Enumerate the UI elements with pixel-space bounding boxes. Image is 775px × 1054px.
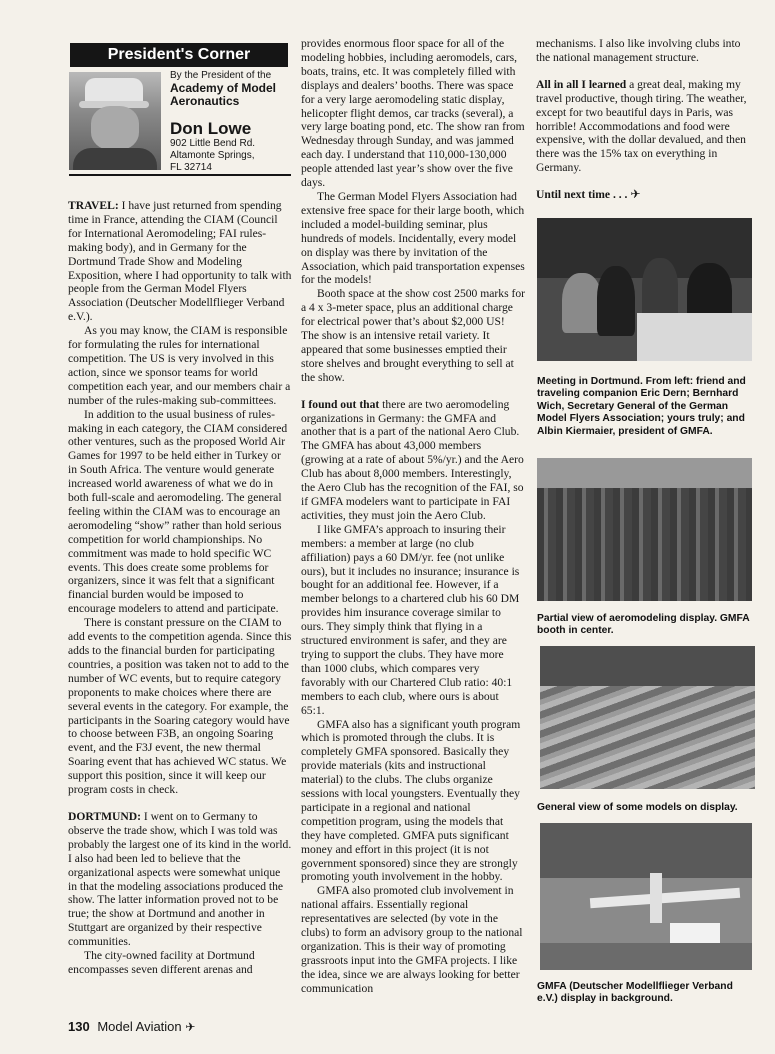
photo-caption: General view of some models on display. [537, 802, 738, 813]
airplane-icon: ✈ [185, 1020, 196, 1034]
paragraph: In addition to the usual business of rules-making in each category, the CIAM considered other ventures, such as the proposed World Air Games for 1997 to be held either in Turkey or in South Africa. The venture would generate increased world awareness of what we do in both full-scale and aeromodeling. The general feeling within the CIAM was to encourage an aeromodeling “show” rather than hold serious competition for world championships. No commitment was made to hold specific WC events. This does create some problems for organizers, since it was felt that a significant financial burden would be imposed to encourage modelers to attend and participate. [68, 407, 288, 616]
address-line-2: Altamonte Springs, [170, 150, 255, 161]
address-line-1: 902 Little Bend Rd. [170, 138, 256, 149]
paragraph: The German Model Flyers Association had extensive free space for their large booth, which included a model-building seminar, plus hundreds of models. Incidentally, every model on display was there by invitation of the Association, which paid transportation expenses for the models! [301, 189, 525, 287]
photo-caption: GMFA (Deutscher Modellflieger Verband e.V.) display in background. [537, 981, 733, 1005]
photo-gmfa-booth [540, 823, 752, 970]
paragraph: I like GMFA’s approach to insuring their members: a member at large (no club affiliation) pays a 60 DM/yr. fee (not unlike ours), but it includes no insurance; insurance is bought for an additional fee. However, if a member belongs to a chartered club his 60 DM provides him insurance coverage similar to ours. They simply think that flying in a structured environment is safer, and they are trying to support the clubs. They have more than 1000 clubs, which compares very favorably with our Chartered Club ratio: 40:1 members to each club, where ours is about 65:1. [301, 522, 520, 717]
header-divider [69, 174, 291, 176]
organization-name: Academy of Model Aeronautics [170, 81, 277, 108]
paragraph: mechanisms. I also like involving clubs into the national management structure. [536, 37, 741, 64]
president-name: Don Lowe [170, 119, 252, 138]
paragraph: GMFA also promoted club involvement in national affairs. Essentially regional representatives are selected (by vote in the clubs) to form an advisory group to the national organization. This is their way of promoting grassroots input into the GMFA projects. I like the idea, since we are always looking for better communication [301, 884, 523, 995]
airplane-icon: ✈ [630, 187, 641, 202]
paragraph: provides enormous floor space for all of the modeling hobbies, including aeromodels, cars, boats, trains, etc. It was completely filled with displays and dealers’ booths. There was space for a very large aeromodeling static display, helicopter flight demos, car tracks (several), a very large boating pond, etc. The show ran from Wednesday through Sunday, and was jammed each day. I understand that 110,000-130,000 people attended last year’s show over the five days. [301, 37, 525, 190]
column-2 [301, 37, 525, 996]
magazine-name: Model Aviation [97, 1019, 182, 1034]
paragraph: GMFA also has a significant youth program which is promoted through the clubs. It is completely GMFA sponsored. Basically they provide materials (kits and instructional material) to the clubs. The clubs organize sessions with local youngsters. Eventually they participate in a regional and national competition program, using the models that they have completed. GMFA puts significant money and effort in this project (it is not government sponsored) since they are strongly promoting youth involvement in the hobby. [301, 717, 521, 884]
paragraph-found-out: I found out that there are two aeromodeling organizations in Germany: the GMFA and another that is a part of the national Aero Club. The GMFA has about 43,000 members (growing at a rate of about 5%/yr.) and the Aero Club has about 8,000 members. Interestingly, the Aero Club has the recognition of the FAI, so if GMFA modelers want to participate in FAI activities, they must join the Aero Club. [301, 397, 524, 522]
paragraph: There is constant pressure on the CIAM to add events to the competition agenda. Since this adds to the financial burden for participating countries, a position was taken not to add to the number of WC events, but to require category proponents to make choices where there are several events in the category. For example, the participants in the Soaring category would have to choose between F3B, an ongoing Soaring event, and the F3J event, the new thermal Soaring event that has achieved WC status. We support this position, since it will keep our program costs in check. [68, 616, 292, 797]
paragraph-travel: TRAVEL: I have just returned from spending time in France, attending the CIAM (Council for International Aeromodeling; FAI rules-making body), and in Germany for the Dortmund Trade Show and Modeling Exposition, where I had opportunity to talk with people from the German Model Flyers Association (Deutscher Modellflieger Verband e.V.). [68, 199, 292, 324]
page-number: 130 [68, 1019, 90, 1034]
photo-models [540, 646, 755, 789]
photo-display-hall [537, 458, 752, 601]
paragraph: Booth space at the show cost 2500 marks for a 4 x 3-meter space, plus an additional charge for electrical power that’s about $2,000 US! The show is an intensive retail variety. It appeared that some businesses emptied their store shelves and brought everything to sell at the show. [301, 287, 526, 384]
paragraph-dortmund: DORTMUND: I went on to Germany to observe the trade show, which I was told was probably the largest one of its kind in the world. I also had been led to believe that the organizational aspects were somewhat unique in that the modeling associations produced the show. The latter information proved not to be true; the show at Dortmund and another in Stuttgart are organized by their respective communities. [68, 809, 292, 949]
president-info [170, 70, 290, 174]
page-footer [68, 1019, 195, 1034]
photo-meeting [537, 218, 752, 361]
paragraph-learned: All in all I learned a great deal, making my travel productive, though tiring. The weather, except for two beautiful days in Paris, was horrible! Accommodations and food were expensive, with the dollar devalued, and then there was the 15% tax on everything in Germany. [536, 77, 747, 175]
paragraph: The city-owned facility at Dortmund encompasses seven different arenas and [68, 949, 255, 976]
photo-caption: Partial view of aeromodeling display. GMFA booth in center. [537, 613, 750, 637]
sign-off: Until next time . . . ✈ [536, 187, 641, 202]
paragraph: As you may know, the CIAM is responsible for formulating the rules for international competition. The US is very involved in this action, since we sponsor teams for world competition each year, and our members chair a number of the rules-making sub-committees. [68, 324, 291, 407]
by-line: By the President of the [170, 70, 272, 81]
section-title: President's Corner [70, 43, 288, 67]
address-line-3: FL 32714 [170, 162, 212, 173]
column-1 [68, 199, 292, 977]
photo-caption: Meeting in Dortmund. From left: friend and traveling companion Eric Dern; Bernhard Wich, Secretary General of the German Model Flyers Association; yours truly; and Albin Kiermaier, president of GMFA. [537, 376, 746, 437]
column-3 [536, 37, 754, 202]
president-portrait [69, 72, 161, 170]
